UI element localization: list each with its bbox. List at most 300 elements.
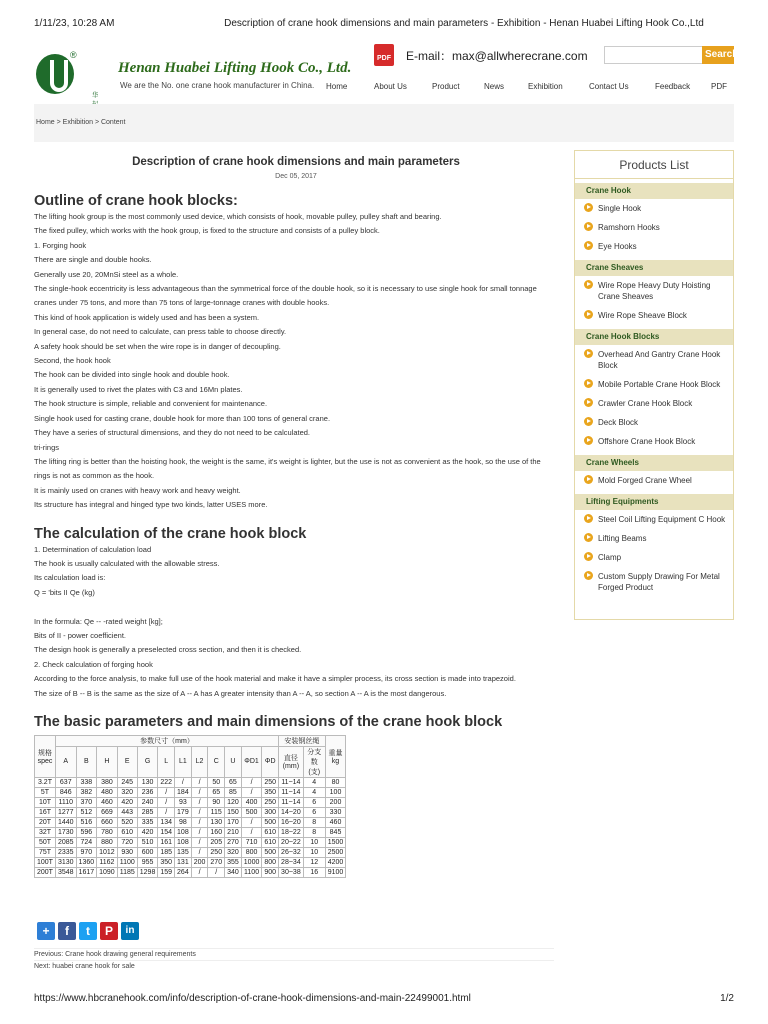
table-cell: 880 [97,837,118,847]
sidebar-item[interactable] [575,510,733,529]
table-cell: 610 [117,827,137,837]
table-cell: 800 [262,857,279,867]
table-cell: 30~38 [279,867,304,877]
print-header [34,18,734,29]
paragraph: 1. Forging hook [34,240,87,250]
sidebar-item-label: Clamp [598,553,622,562]
paragraph: 2. Check calculation of forging hook [34,659,153,669]
sidebar-item-label: Mobile Portable Crane Hook Block [598,380,721,389]
table-cell: 800 [241,847,262,857]
table-cell: 970 [76,847,97,857]
table-cell: 115 [208,807,225,817]
table-cell: 50 [208,777,225,787]
table-cell: 3548 [55,867,76,877]
table-cell: 1110 [55,797,76,807]
table-cell: 780 [97,827,118,837]
table-cell: 10 [303,837,325,847]
table-cell: / [175,777,192,787]
arrow-bullet-icon [584,379,593,388]
table-cell: 100T [35,857,56,867]
table-cell: 14~20 [279,807,304,817]
arrow-bullet-icon [584,310,593,319]
table-cell: / [241,817,262,827]
table-cell: 610 [262,837,279,847]
share-bar [37,922,139,940]
table-cell: 240 [137,797,158,807]
paragraph: Its calculation load is: [34,573,106,583]
table-cell: 600 [137,847,158,857]
sidebar-item[interactable] [575,394,733,413]
table-cell: 382 [76,787,97,797]
sidebar-item-label: Steel Coil Lifting Equipment C Hook [598,515,726,524]
table-cell: 4 [303,777,325,787]
table-cell: 596 [76,827,97,837]
table-cell: 18~22 [279,827,304,837]
table-cell: 108 [175,827,192,837]
dim-header: ΦD [262,746,279,777]
main-nav [326,82,734,91]
table-cell: 1100 [241,867,262,877]
paragraph: The single-hook eccentricity is less advantageous than the symmetrical force of the double hook, so it is necessary to use single hook for small tonnage cranes under 75 tons, and more than 75 tons of large-tonnage cranes with double hooks. [34,284,537,308]
paragraph: The design hook is generally a preselected cross section, and then it is checked. [34,645,302,655]
table-cell: 161 [158,837,175,847]
table-cell: 135 [175,847,192,857]
table-cell: 1012 [97,847,118,857]
table-cell: 4200 [325,857,346,867]
dim-header: ΦD1 [241,746,262,777]
print-url: https://www.hbcranehook.com/info/description-of-crane-hook-dimensions-and-main-22499001.html [34,993,471,1004]
table-cell: 1360 [76,857,97,867]
table-cell: 350 [262,787,279,797]
table-cell: 420 [117,797,137,807]
table-cell: / [241,827,262,837]
table-row [35,827,346,837]
table-cell: / [158,807,175,817]
table-cell: 1617 [76,867,97,877]
table-header-row [35,735,346,746]
breadcrumb-band [34,104,734,142]
table-cell: 6 [303,797,325,807]
table-cell: 610 [262,827,279,837]
table-cell: 350 [158,857,175,867]
dia-header: 直径(mm) [279,746,304,777]
table-cell: 6 [303,807,325,817]
table-row [35,847,346,857]
sidebar-item-label: Wire Rope Sheave Block [598,311,687,320]
table-row [35,777,346,787]
company-logo[interactable] [34,50,99,99]
table-row [35,867,346,877]
paragraph: This kind of hook application is widely used and has been a system. [34,312,260,322]
install-group-header: 安装钢丝绳 [279,735,326,746]
prev-next-links [34,948,554,972]
table-cell: 65 [208,787,225,797]
sidebar-category[interactable]: Crane Hook [575,183,733,199]
sidebar-item-label: Ramshorn Hooks [598,223,660,232]
arrow-bullet-icon [584,398,593,407]
nav-news[interactable]: News [484,82,505,91]
table-cell: 845 [325,827,346,837]
table-cell: 85 [225,787,242,797]
table-cell: 520 [117,817,137,827]
table-cell: 50T [35,837,56,847]
arrow-bullet-icon [584,280,593,289]
table-cell: / [191,787,208,797]
dim-header: U [225,746,242,777]
table-cell: 724 [76,837,97,847]
table-cell: 222 [158,777,175,787]
table-cell: 65 [225,777,242,787]
paragraph: They have a series of structural dimensions, and they do not need to be calculated. [34,428,310,438]
section-calculation-heading: The calculation of the crane hook block [34,525,307,542]
dim-header: G [137,746,158,777]
table-cell: 11~14 [279,777,304,787]
site-header [34,38,739,104]
paragraph: The lifting hook group is the most commonly used device, which consists of hook, movable pulley, pulley shaft and bearing. [34,212,442,221]
paragraph: It is generally used to rivet the plates with C3 and 16Mn plates. [34,384,243,394]
dim-header: C [208,746,225,777]
table-cell: 9100 [325,867,346,877]
table-cell: 1100 [117,857,137,867]
print-footer [34,993,734,1004]
table-cell: 1298 [137,867,158,877]
table-row [35,837,346,847]
arrow-bullet-icon [584,533,593,542]
sidebar-item-label: Single Hook [598,204,642,213]
table-cell: 846 [55,787,76,797]
table-cell: 510 [137,837,158,847]
table-cell: 200 [325,797,346,807]
table-cell: 900 [262,867,279,877]
table-cell: 26~32 [279,847,304,857]
paragraph: The hook can be divided into single hook and double hook. [34,370,230,380]
table-cell: 1000 [241,857,262,867]
table-row [35,807,346,817]
table-cell: 380 [97,777,118,787]
arrow-bullet-icon [584,203,593,212]
sidebar-item[interactable] [575,375,733,394]
table-cell: 185 [158,847,175,857]
paragraph: According to the force analysis, to make full use of the hook material and make it have a simpler process, its cross section is made into trapezoid. [34,674,516,684]
table-cell: 1730 [55,827,76,837]
table-cell: 11~14 [279,787,304,797]
paragraph: Second, the hook hook [34,356,111,366]
table-cell: 1185 [117,867,137,877]
table-cell: 16~20 [279,817,304,827]
arrow-bullet-icon [584,436,593,445]
arrow-bullet-icon [584,552,593,561]
table-cell: 184 [175,787,192,797]
paragraph: The fixed pulley, which works with the hook group, is fixed to the structure and consists of a pulley block. [34,226,380,236]
table-cell: 32T [35,827,56,837]
table-cell: 134 [158,817,175,827]
table-cell: 2085 [55,837,76,847]
table-cell: 340 [225,867,242,877]
table-cell: 131 [175,857,192,867]
table-cell: 460 [325,817,346,827]
table-cell: 170 [225,817,242,827]
table-cell: 210 [225,827,242,837]
table-cell: 205 [208,837,225,847]
table-cell: 159 [158,867,175,877]
logo-chinese-text: 华 [92,91,99,99]
sidebar-item-label: Offshore Crane Hook Block [598,437,696,446]
table-cell: 20~22 [279,837,304,847]
branches-header: 分支数(支) [303,746,325,777]
table-cell: / [208,867,225,877]
table-cell: / [158,787,175,797]
table-cell: 150 [225,807,242,817]
table-cell: 500 [241,807,262,817]
table-cell: 245 [117,777,137,787]
products-sidebar [574,150,734,620]
sidebar-item[interactable] [575,413,733,432]
section-outline-body [34,210,558,513]
company-name: Henan Huabei Lifting Hook Co., Ltd. [118,60,352,76]
search-button[interactable]: Search [702,46,734,64]
paragraph: The size of B -- B is the same as the size of A -- A has A greater intensity than A -- A, so section A -- A is the most dangerous. [34,688,447,698]
sidebar-item[interactable] [575,432,733,451]
table-cell: / [191,817,208,827]
article-title: Description of crane hook dimensions and main parameters [132,156,460,168]
sidebar-item-label: Eye Hooks [598,242,637,251]
section-calculation-body [34,543,558,701]
email-contact[interactable]: E-mail：max@allwherecrane.com [406,49,588,63]
table-cell: 480 [97,787,118,797]
sidebar-category[interactable]: Lifting Equipments [575,494,733,510]
table-cell: 160 [208,827,225,837]
table-cell: 90 [208,797,225,807]
print-page-title: Description of crane hook dimensions and main parameters - Exhibition - Henan Huabei Lifting Hook Co.,Ltd [224,18,704,29]
paragraph: Bits of II - power coefficient. [34,630,126,640]
dim-header: L1 [175,746,192,777]
arrow-bullet-icon [584,349,593,358]
table-cell: 335 [137,817,158,827]
linkedin-icon[interactable]: in [121,922,139,940]
table-subheader-row [35,746,346,777]
table-row [35,797,346,807]
table-cell: 1440 [55,817,76,827]
table-cell: / [191,827,208,837]
dim-header: H [97,746,118,777]
table-cell: 720 [117,837,137,847]
sidebar-item[interactable] [575,548,733,567]
paragraph: 1. Determination of calculation load [34,544,152,554]
table-cell: 270 [225,837,242,847]
table-cell: 8 [303,827,325,837]
sidebar-category[interactable]: Crane Sheaves [575,260,733,276]
sidebar-item-label: Lifting Beams [598,534,647,543]
table-cell: 20T [35,817,56,827]
share-plus-icon[interactable]: + [37,922,55,940]
table-cell: 250 [208,847,225,857]
breadcrumb[interactable]: Home > Exhibition > Content [36,119,126,126]
paragraph: A safety hook should be set when the wire rope is in danger of decoupling. [34,341,281,351]
paragraph: There are single and double hooks. [34,255,152,265]
sidebar-item[interactable] [575,567,733,597]
table-cell: / [241,777,262,787]
table-cell: 512 [76,807,97,817]
nav-feedback[interactable]: Feedback [655,82,691,91]
nav-contact-us[interactable]: Contact Us [589,82,629,91]
table-cell: 120 [225,797,242,807]
arrow-bullet-icon [584,241,593,250]
table-cell: 264 [175,867,192,877]
table-cell: 179 [175,807,192,817]
table-cell: 930 [117,847,137,857]
table-cell: / [191,837,208,847]
facebook-icon[interactable]: f [58,922,76,940]
table-cell: 420 [137,827,158,837]
table-cell: 10 [303,847,325,857]
arrow-bullet-icon [584,475,593,484]
sidebar-item[interactable] [575,471,733,490]
sidebar-item[interactable] [575,218,733,237]
paragraph: The hook is usually calculated with the allowable stress. [34,558,220,568]
paragraph: tri-rings [34,442,60,452]
section-parameters-heading: The basic parameters and main dimensions of the crane hook block [34,713,503,730]
nav-exhibition[interactable]: Exhibition [528,82,563,91]
table-cell: / [191,847,208,857]
sidebar-item[interactable] [575,276,733,306]
table-cell: 1162 [97,857,118,867]
next-article-link[interactable]: Next: huabei crane hook for sale [34,960,554,972]
sidebar-category[interactable]: Crane Wheels [575,455,733,471]
arrow-bullet-icon [584,222,593,231]
pdf-icon[interactable]: PDF [374,44,394,66]
sidebar-item-label: Deck Block [598,418,639,427]
dim-header: E [117,746,137,777]
company-tagline: We are the No. one crane hook manufacturer in China. [120,81,315,90]
table-cell: / [241,787,262,797]
table-cell: 500 [262,847,279,857]
table-cell: 300 [262,807,279,817]
table-cell: 460 [97,797,118,807]
sidebar-item-label: Overhead And Gantry Crane Hook Block [598,350,721,370]
table-cell: 80 [325,777,346,787]
table-cell: 516 [76,817,97,827]
nav-pdf[interactable]: PDF [711,82,727,91]
print-page-number: 1/2 [720,993,734,1004]
table-cell: 710 [241,837,262,847]
spec-header: 规格 spec [35,735,56,777]
paragraph: In general case, do not need to calculate, can press table to choose directly. [34,327,287,337]
table-cell: / [191,807,208,817]
table-cell: 660 [97,817,118,827]
paragraph: The hook structure is simple, reliable and convenient for maintenance. [34,399,268,409]
table-cell: 200T [35,867,56,877]
table-cell: 3.2T [35,777,56,787]
nav-home[interactable]: Home [326,82,348,91]
arrow-bullet-icon [584,514,593,523]
sidebar-item-label: Wire Rope Heavy Duty Hoisting Crane Sheaves [598,281,711,301]
sidebar-item[interactable] [575,237,733,256]
sidebar-item[interactable] [575,345,733,375]
table-cell: / [191,777,208,787]
previous-article-link[interactable]: Previous: Crane hook drawing general requirements [34,948,554,960]
table-cell: 5T [35,787,56,797]
print-datetime: 1/11/23, 10:28 AM [34,18,115,29]
nav-product[interactable]: Product [432,82,460,91]
hook-parameters-table [34,735,346,878]
table-cell: 130 [208,817,225,827]
table-cell: 98 [175,817,192,827]
table-cell: 338 [76,777,97,787]
table-row [35,857,346,867]
table-cell: 16 [303,867,325,877]
table-cell: 4 [303,787,325,797]
table-row [35,817,346,827]
nav-about-us[interactable]: About Us [374,82,407,91]
twitter-icon[interactable]: t [79,922,97,940]
table-body [35,777,346,877]
params-group-header: 参数尺寸（mm） [55,735,278,746]
section-outline-heading: Outline of crane hook blocks: [34,193,238,209]
table-cell: 270 [208,857,225,867]
table-cell: 28~34 [279,857,304,867]
table-cell: 370 [76,797,97,807]
table-cell: 10T [35,797,56,807]
article-date: Dec 05, 2017 [275,173,317,180]
paragraph: The lifting ring is better than the hoisting hook, the weight is the same, it's weight is lighter, but the use is not as convenient as the hook, so the use of the rings is not as common as the hook. [34,456,541,481]
table-cell: 200 [191,857,208,867]
dim-header: A [55,746,76,777]
table-cell: 154 [158,827,175,837]
table-cell: 93 [175,797,192,807]
dim-header: L2 [191,746,208,777]
sidebar-item-label: Crawler Crane Hook Block [598,399,693,408]
sidebar-category[interactable]: Crane Hook Blocks [575,329,733,345]
sidebar-list [575,183,733,597]
table-cell: 250 [262,797,279,807]
sidebar-item[interactable] [575,529,733,548]
table-cell: / [191,867,208,877]
paragraph: Its structure has integral and hinged type two kinds, latter USES more. [34,500,268,510]
table-cell: 12 [303,857,325,867]
table-cell: 285 [137,807,158,817]
table-cell: 108 [175,837,192,847]
table-cell: 443 [117,807,137,817]
weight-header: 重量 kg [325,735,346,777]
arrow-bullet-icon [584,571,593,580]
sidebar-title: Products List [575,151,733,179]
sidebar-item[interactable] [575,306,733,325]
pinterest-icon[interactable]: P [100,922,118,940]
table-row [35,787,346,797]
table-cell: 330 [325,807,346,817]
table-cell: 16T [35,807,56,817]
table-cell: 355 [225,857,242,867]
sidebar-item[interactable] [575,199,733,218]
hook-logo-icon [36,54,74,94]
registered-mark: ® [70,50,77,60]
table-cell: 8 [303,817,325,827]
table-cell: 2335 [55,847,76,857]
article [34,150,558,878]
spacer [34,600,558,614]
table-cell: 3130 [55,857,76,867]
table-cell: 236 [137,787,158,797]
table-cell: 250 [262,777,279,787]
table-cell: / [158,797,175,807]
table-cell: 1277 [55,807,76,817]
table-cell: 955 [137,857,158,867]
paragraph: In the formula: Qe -- -rated weight [kg]; [34,616,163,626]
formula: Q = 'bits II Qe (kg) [34,587,95,597]
paragraph: Generally use 20, 20MnSi steel as a whole. [34,269,179,279]
table-cell: 11~14 [279,797,304,807]
table-cell: 320 [117,787,137,797]
